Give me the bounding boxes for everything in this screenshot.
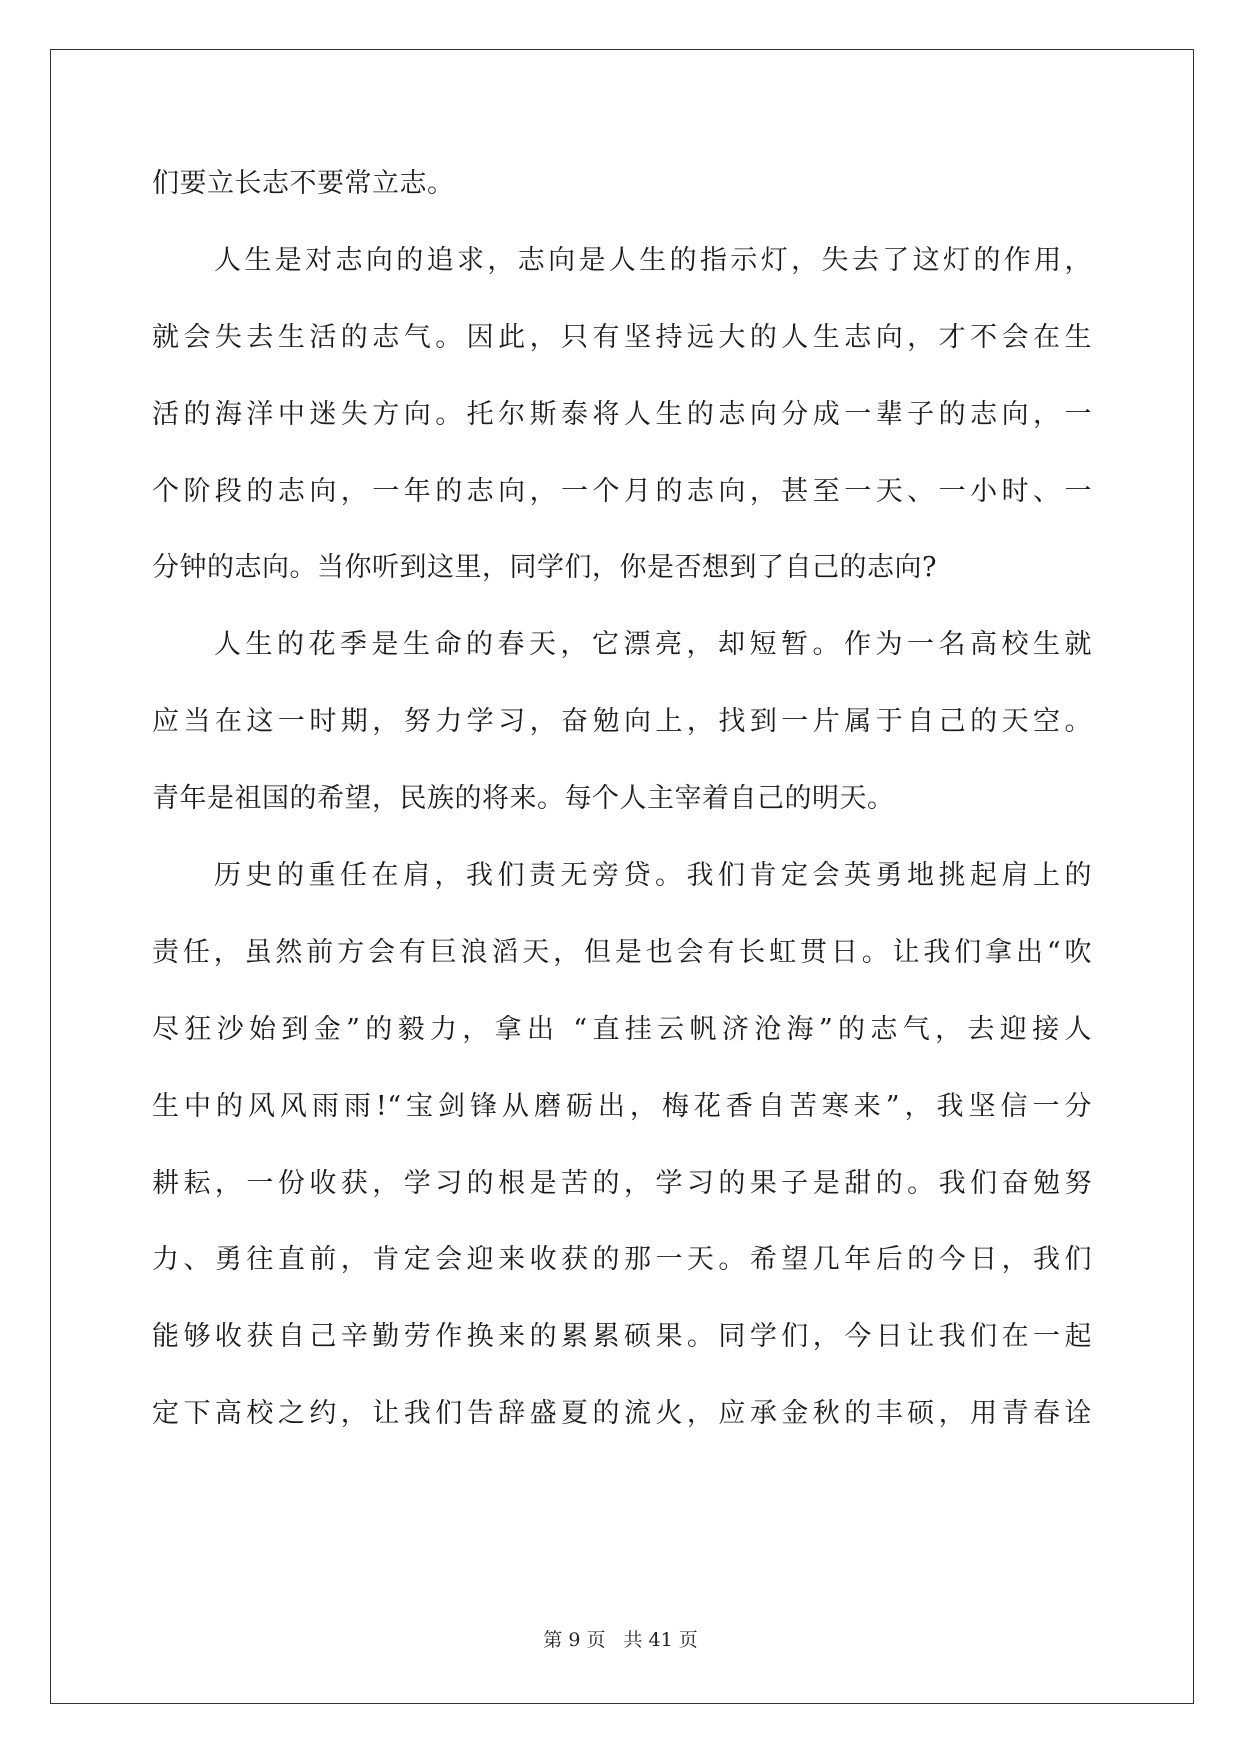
document-body [152, 164, 1092, 1471]
text-line: 生中的风风雨雨!“宝剑锋从磨砺出，梅花香自苦寒来”，我坚信一分 [152, 1090, 1092, 1122]
text-line: 应当在这一时期，努力学习，奋勉向上，找到一片属于自己的天空。 [152, 706, 1092, 738]
text-line: 人生是对志向的追求，志向是人生的指示灯，失去了这灯的作用， [214, 244, 1092, 276]
text-line: 定下高校之约，让我们告辞盛夏的流火，应承金秋的丰硕，用青春诠 [152, 1398, 1092, 1430]
text-line: 活的海洋中迷失方向。托尔斯泰将人生的志向分成一辈子的志向，一 [152, 398, 1092, 430]
text-line: 青年是祖国的希望，民族的将来。每个人主宰着自己的明天。 [152, 783, 895, 815]
page-total: 共 41 页 [623, 1629, 698, 1651]
text-line: 人生的花季是生命的春天，它漂亮，却短暂。作为一名高校生就 [214, 629, 1092, 661]
text-line: 责任，虽然前方会有巨浪滔天，但是也会有长虹贯日。让我们拿出“吹 [152, 936, 1092, 968]
text-line: 力、勇往直前，肯定会迎来收获的那一天。希望几年后的今日，我们 [152, 1244, 1092, 1276]
text-line: 能够收获自己辛勤劳作换来的累累硕果。同学们，今日让我们在一起 [152, 1321, 1092, 1353]
text-line: 尽狂沙始到金”的毅力，拿出 “直挂云帆济沧海”的志气，去迎接人 [152, 1013, 1092, 1045]
page-number: 第 9 页 [543, 1629, 606, 1651]
text-line: 历史的重任在肩，我们责无旁贷。我们肯定会英勇地挑起肩上的 [214, 860, 1092, 892]
page-footer [0, 1628, 1241, 1652]
text-line: 就会失去生活的志气。因此，只有坚持远大的人生志向，才不会在生 [152, 321, 1092, 353]
text-line: 分钟的志向。当你听到这里，同学们，你是否想到了自己的志向? [152, 552, 937, 584]
text-line: 耕耘，一份收获，学习的根是苦的，学习的果子是甜的。我们奋勉努 [152, 1167, 1092, 1199]
text-line: 们要立长志不要常立志。 [152, 168, 455, 199]
text-line: 个阶段的志向，一年的志向，一个月的志向，甚至一天、一小时、一 [152, 475, 1092, 507]
